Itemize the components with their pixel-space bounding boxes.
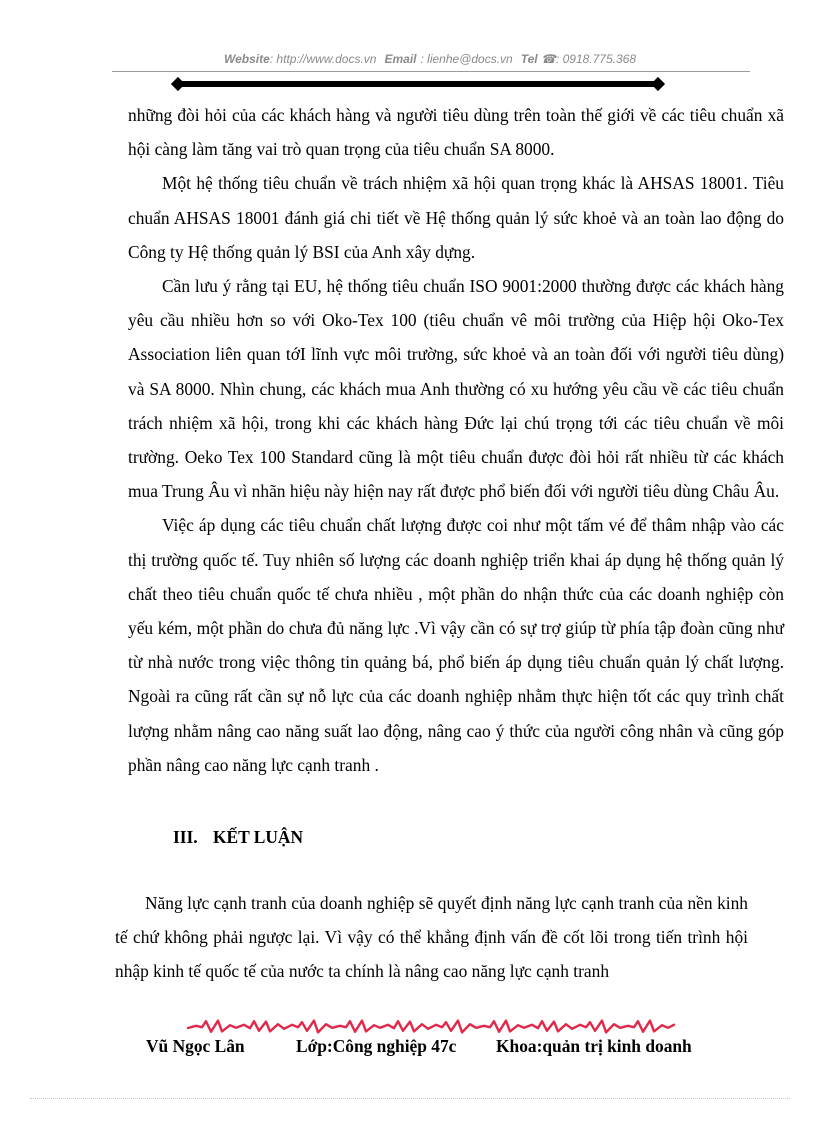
footer-class: Lớp:Công nghiệp 47c xyxy=(296,1036,457,1056)
section-number: III. xyxy=(173,827,198,847)
page-footer xyxy=(146,1036,746,1057)
section-heading xyxy=(173,824,303,850)
header-divider-thin xyxy=(112,71,750,72)
footer-ornament xyxy=(186,1012,676,1034)
header-divider-thick xyxy=(178,81,658,87)
conclusion-text xyxy=(115,886,748,989)
section-title: KẾT LUẬN xyxy=(213,827,304,847)
tel-label: Tel xyxy=(520,52,538,66)
page-bottom-border xyxy=(30,1098,790,1099)
page-header xyxy=(110,52,750,66)
paragraph: Năng lực cạnh tranh của doanh nghiệp sẽ quyết định năng lực cạnh tranh của nền kinh tế chứ không phải ngược lại. Vì vậy có thể khẳng định vấn đề cốt lõi trong tiến trình hội nhập kinh tế quốc tế của nước ta chính là nâng cao năng lực cạnh tranh xyxy=(115,893,748,982)
phone-icon: ☎ xyxy=(540,52,556,66)
paragraph: Việc áp dụng các tiêu chuẩn chất lượng được coi như một tấm vé để thâm nhập vào các thị trường quốc tế. Tuy nhiên số lượng các doanh nghiệp triển khai áp dụng hệ thống quản lý chất theo tiêu chuẩn quốc tế chưa nhiều , một phần do nhận thức của các doanh nghiệp còn yếu kém, một phần do chưa đủ năng lực .Vì vậy cần có sự trợ giúp từ phía tập đoàn cũng như từ nhà nước trong việc thông tin quảng bá, phổ biến áp dụng tiêu chuẩn quản lý chất lượng. Ngoài ra cũng rất cần sự nỗ lực của các doanh nghiệp nhằm thực hiện tốt các quy trình chất lượng nhằm nâng cao năng suất lao động, nâng cao ý thức của người công nhân và cũng góp phần nâng cao năng lực cạnh tranh . xyxy=(128,515,784,775)
email-value[interactable]: : lienhe@docs.vn xyxy=(420,52,513,66)
paragraph: những đòi hỏi của các khách hàng và người tiêu dùng trên toàn thế giới về các tiêu chuẩn xã hội càng làm tăng vai trò quan trọng của tiêu chuẩn SA 8000. xyxy=(128,105,784,160)
paragraph: Một hệ thống tiêu chuẩn về trách nhiệm xã hội quan trọng khác là AHSAS 18001. Tiêu chuẩn AHSAS 18001 đánh giá chi tiết về Hệ thống quản lý sức khoẻ và an toàn lao động do Công ty Hệ thống quản lý BSI của Anh xây dựng. xyxy=(128,173,784,262)
email-label: Email xyxy=(384,52,417,66)
footer-faculty: Khoa:quản trị kinh doanh xyxy=(496,1036,692,1056)
footer-author: Vũ Ngọc Lân xyxy=(146,1036,245,1056)
website-value[interactable]: : http://www.docs.vn xyxy=(269,52,377,66)
body-text xyxy=(128,98,784,782)
tel-value: : 0918.775.368 xyxy=(555,52,637,66)
paragraph: Cần lưu ý rằng tại EU, hệ thống tiêu chuẩn ISO 9001:2000 thường được các khách hàng yêu cầu nhiều hơn so với Oko-Tex 100 (tiêu chuẩn vê môi trường của Hiệp hội Oko-Tex Association liên quan tớI lĩnh vực môi trường, sức khoẻ và an toàn đối với người tiêu dùng) và SA 8000. Nhìn chung, các khách mua Anh thường có xu hướng yêu cầu về các tiêu chuẩn trách nhiệm xã hội, trong khi các khách hàng Đức lại chú trọng tới các tiêu chuẩn về môi trường. Oeko Tex 100 Standard cũng là một tiêu chuẩn được đòi hỏi rất nhiều từ các khách mua Trung Âu vì nhãn hiệu này hiện nay rất được phổ biến đối với người tiêu dùng Châu Âu. xyxy=(128,276,784,502)
website-label: Website xyxy=(223,52,270,66)
